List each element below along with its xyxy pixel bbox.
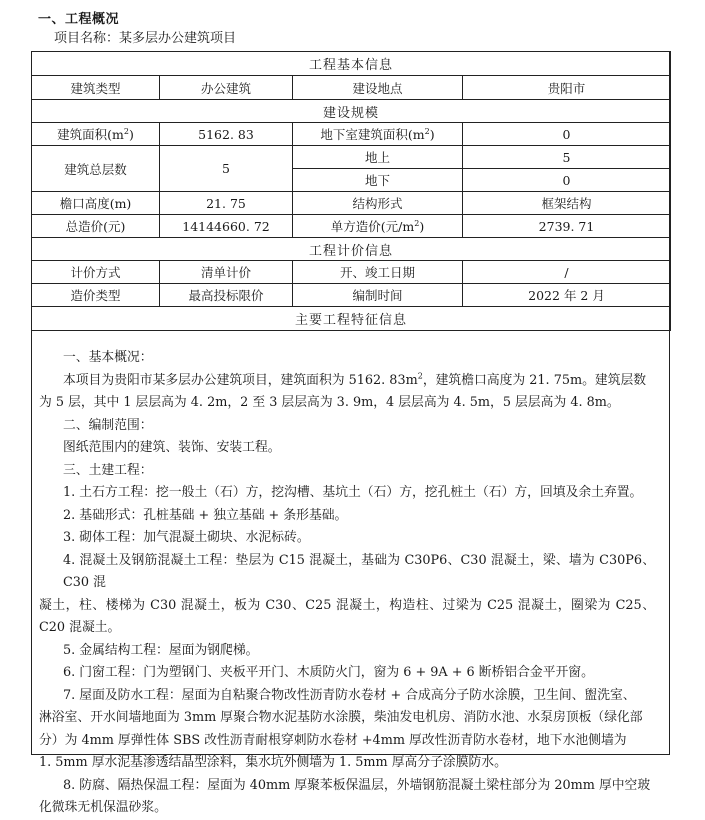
features-header: 主要工程特征信息 [32, 307, 671, 331]
note-item-4-cont: 凝土，柱、楼梯为 C30 混凝土，板为 C30、C25 混凝土，构造柱、过梁为 C25 混凝土，圈梁为 C25、C20 混凝土。 [39, 597, 655, 635]
note-item-8: 8. 防腐、隔热保温工程：屋面为 40mm 厚聚苯板保温层，外墙钢筋混凝土梁柱部分为 20mm 厚中空玻 [63, 777, 651, 793]
note-item-4: 4. 混凝土及钢筋混凝土工程：垫层为 C15 混凝土，基础为 C30P6、C30 混凝土，梁、墙为 C30P6、C30 混 [63, 552, 655, 590]
note-item-7-cont-3: 1. 5mm 厚水泥基渗透结晶型涂料，集水坑外侧墙为 1. 5mm 厚高分子涂膜防水。 [39, 755, 507, 770]
note-basic-body: 本项目为贵阳市某多层办公建筑项目，建筑面积为 5162. $83m^2$，建筑檐口高度为 21. 75m。建筑层数 [63, 371, 647, 388]
unit-cost-value: 2739. 71 [463, 215, 671, 238]
dates-value: / [463, 261, 671, 284]
features-notes [31, 347, 670, 820]
above-ground-value: 5 [463, 146, 671, 169]
scale-header: 建设规模 [32, 100, 671, 123]
cost-type-value: 最高投标限价 [160, 284, 293, 307]
note-item-5: 5. 金属结构工程：屋面为钢爬梯。 [63, 642, 259, 658]
note-item-7-cont-2: 分）为 4mm 厚弹性体 SBS 改性沥青耐根穿刺防水卷材 +4mm 厚改性沥青防水卷材，地下水池侧墙为 [39, 732, 627, 748]
pricing-header: 工程计价信息 [32, 238, 671, 261]
pricing-method-value: 清单计价 [160, 261, 293, 284]
above-ground-label: 地上 [293, 146, 463, 169]
note-item-2: 2. 基础形式：孔桩基础 + 独立基础 + 条形基础。 [63, 507, 348, 523]
basic-info-header: 工程基本信息 [32, 52, 671, 76]
structure-value: 框架结构 [463, 192, 671, 215]
below-ground-label: 地下 [293, 169, 463, 192]
pricing-method-label: 计价方式 [32, 261, 160, 284]
building-type-value: 办公建筑 [160, 76, 293, 100]
dates-label: 开、竣工日期 [293, 261, 463, 284]
note-basic-title: 一、基本概况： [63, 350, 153, 365]
structure-label: 结构形式 [293, 192, 463, 215]
project-name: 项目名称：某多层办公建筑项目 [54, 31, 237, 46]
location-label: 建设地点 [293, 76, 463, 100]
total-cost-label: 总造价(元) [32, 215, 160, 238]
compile-time-value: 2022 年 2 月 [463, 284, 671, 307]
floors-label: 建筑总层数 [32, 146, 160, 192]
note-item-7: 7. 屋面及防水工程：屋面为自粘聚合物改性沥青防水卷材 + 合成高分子防水涂膜，卫生间、盥洗室、 [63, 687, 636, 703]
note-scope-body: 图纸范围内的建筑、装饰、安装工程。 [63, 440, 281, 455]
note-scope-title: 二、编制范围： [63, 417, 153, 433]
area-value: 5162. 83 [160, 123, 293, 146]
location-value: 贵阳市 [463, 76, 671, 100]
project-info-table [31, 51, 671, 331]
section-heading: 一、工程概况 [38, 12, 120, 27]
building-type-label: 建筑类型 [32, 76, 160, 100]
note-item-3: 3. 砌体工程：加气混凝土砌块、水泥标砖。 [63, 530, 310, 545]
eave-height-value: 21. 75 [160, 192, 293, 215]
note-civil-title: 三、土建工程： [63, 462, 153, 478]
basement-area-label: 地下室建筑面积$(m^2)$ [293, 123, 463, 146]
unit-cost-label: 单方造价(元$/m^2$) [293, 215, 463, 238]
cost-type-label: 造价类型 [32, 284, 160, 307]
eave-height-label: 檐口高度(m) [32, 192, 160, 215]
note-item-1: 1. 土石方工程：挖一般土（石）方，挖沟槽、基坑土（石）方，挖孔桩土（石）方，回填及余土弃置。 [63, 485, 643, 500]
below-ground-value: 0 [463, 169, 671, 192]
note-item-8-cont: 化微珠无机保温砂浆。 [39, 800, 167, 815]
area-label: 建筑面积$(m^2)$ [32, 123, 160, 146]
floors-value: 5 [160, 146, 293, 192]
compile-time-label: 编制时间 [293, 284, 463, 307]
note-item-7-cont-1: 淋浴室、开水间墙地面为 3mm 厚聚合物水泥基防水涂膜，柴油发电机房、消防水池、水泵房顶板（绿化部 [39, 710, 643, 725]
total-cost-value: 14144660. 72 [160, 215, 293, 238]
note-item-6: 6. 门窗工程：门为塑钢门、夹板平开门、木质防火门，窗为 6 + 9A + 6 断桥铝合金平开窗。 [63, 665, 594, 680]
basement-area-value: 0 [463, 123, 671, 146]
note-basic-body-cont: 为 5 层，其中 1 层层高为 4. 2m，2 至 3 层层高为 3. 9m，4 层层高为 4. 5m，5 层层高为 4. 8m。 [39, 395, 620, 410]
